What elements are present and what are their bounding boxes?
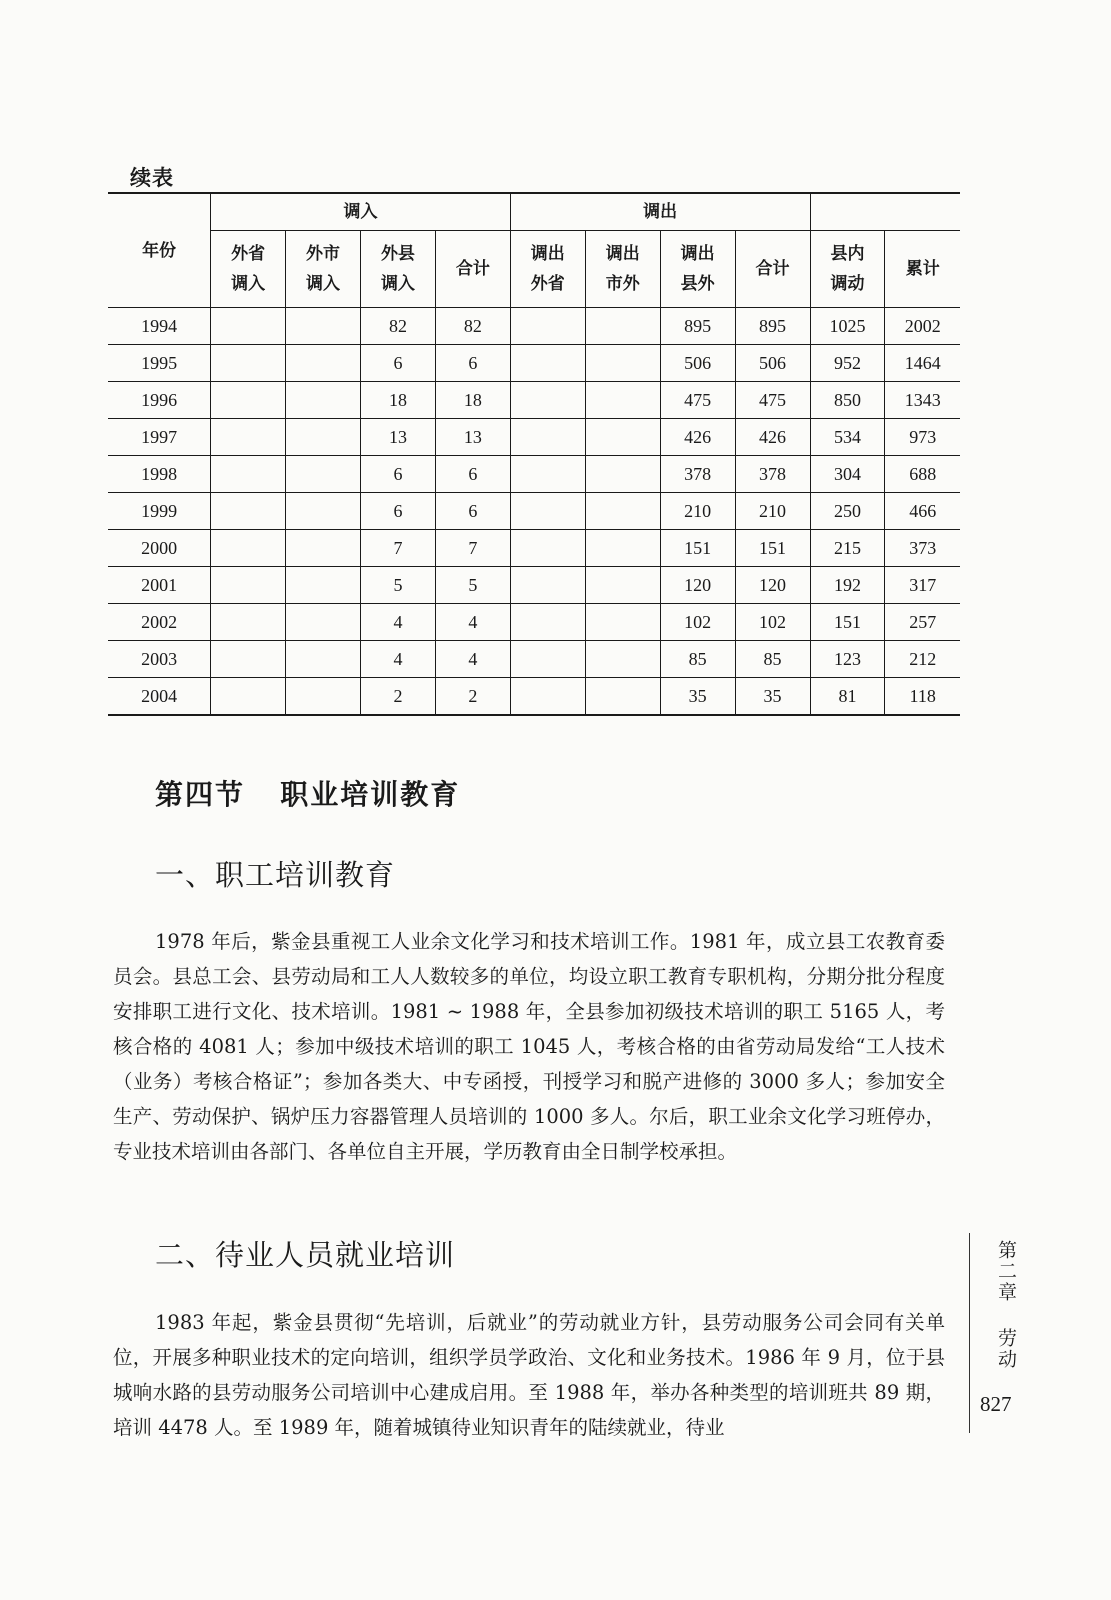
table-cell [510,678,585,716]
table-cell [585,567,660,604]
page-number: 827 [980,1392,1012,1416]
table-cell [510,419,585,456]
table-cell [286,567,361,604]
table-cell: 212 [885,641,960,678]
table-cell: 466 [885,493,960,530]
table-cell: 5 [435,567,510,604]
subsection-paragraph-1: 1978 年后，紫金县重视工人业余文化学习和技术培训工作。1981 年，成立县工农教育委员会。县总工会、县劳动局和工人人数较多的单位，均设立职工教育专职机构，分期分批分程度安排职工进行文化、技术培训。1981 ~ 1988 年，全县参加初级技术培训的职工 5165 人，考核合格的 4081 人；参加中级技术培训的职工 1045 人，考核合格的由省劳动局发给“工人技术（业务）考核合格证”；参加各类大、中专函授，刊授学习和脱产进修的 3000 多人；参加安全生产、劳动保护、锅炉压力容器管理人员培训的 1000 多人。尔后，职工业余文化学习班停办，专业技术培训由各部门、各单位自主开展，学历教育由全日制学校承担。 [113,930,945,1163]
section-heading [155,773,460,813]
year-cell: 2004 [108,678,211,716]
table-cell [286,678,361,716]
table-cell: 426 [660,419,735,456]
subsection-title-1: 一、职工培训教育 [155,858,396,892]
table-cell: 18 [435,382,510,419]
table-cell: 688 [885,456,960,493]
col-header: 合计 [435,231,510,308]
table-cell: 151 [810,604,885,641]
table-cell: 6 [435,493,510,530]
table-cell: 6 [360,456,435,493]
table-cell [510,604,585,641]
table-cell: 973 [885,419,960,456]
table-cell: 475 [735,382,810,419]
table-cell: 215 [810,530,885,567]
table-cell: 952 [810,345,885,382]
table-cell [211,308,286,345]
table-cell [286,419,361,456]
table-row [108,382,960,419]
table-cell: 250 [810,493,885,530]
margin-divider [969,1233,970,1433]
table-cell: 18 [360,382,435,419]
table-cell: 210 [735,493,810,530]
table-cell: 2 [435,678,510,716]
table-cell [286,308,361,345]
table-cell: 4 [360,604,435,641]
table-cell [286,641,361,678]
table-cell: 5 [360,567,435,604]
table-cell: 1464 [885,345,960,382]
col-group-out: 调出 [510,193,810,231]
table-cell: 35 [735,678,810,716]
table-cell: 82 [360,308,435,345]
table-cell [585,493,660,530]
table-cell [211,567,286,604]
table-cell: 2 [360,678,435,716]
table-cell [286,345,361,382]
col-header: 调出 县外 [660,231,735,308]
col-group-empty [810,193,960,231]
table-cell [286,382,361,419]
table-cell: 850 [810,382,885,419]
table-cell: 85 [735,641,810,678]
table-row [108,456,960,493]
table-cell: 4 [435,604,510,641]
table-cell: 895 [660,308,735,345]
margin-chapter-label: 第二章 [995,1240,1017,1303]
table-cell: 118 [885,678,960,716]
col-header: 调出 市外 [585,231,660,308]
table-cell: 151 [660,530,735,567]
table-cell [585,641,660,678]
year-cell: 1996 [108,382,211,419]
labor-transfer-table [108,192,960,716]
table-row [108,604,960,641]
table-cell: 123 [810,641,885,678]
table-cell [286,604,361,641]
table-cell [510,456,585,493]
table-cell: 35 [660,678,735,716]
table-cell: 426 [735,419,810,456]
table-cell: 81 [810,678,885,716]
year-cell: 1999 [108,493,211,530]
subsection-title-2: 二、待业人员就业培训 [155,1238,456,1272]
table-row [108,530,960,567]
table-cell: 7 [360,530,435,567]
table-cell: 120 [735,567,810,604]
table-row [108,678,960,716]
year-cell: 2002 [108,604,211,641]
table-cell: 378 [735,456,810,493]
table-cell: 13 [360,419,435,456]
col-header: 累计 [885,231,960,308]
table-cell: 85 [660,641,735,678]
table-row [108,345,960,382]
table-cell: 210 [660,493,735,530]
table-cell [585,604,660,641]
table-row [108,567,960,604]
table-cell: 257 [885,604,960,641]
table-cell: 373 [885,530,960,567]
table-cell [286,493,361,530]
year-cell: 2001 [108,567,211,604]
table-cell: 4 [360,641,435,678]
table-cell [510,530,585,567]
table-cell: 102 [660,604,735,641]
year-cell: 1998 [108,456,211,493]
table-continued-label: 续表 [130,165,174,190]
table-cell [286,530,361,567]
table-cell: 506 [660,345,735,382]
table-cell [585,382,660,419]
table-cell [286,456,361,493]
table-cell [211,419,286,456]
table-cell [585,456,660,493]
table-cell [585,345,660,382]
table-cell: 151 [735,530,810,567]
table-cell: 4 [435,641,510,678]
table-cell: 6 [435,345,510,382]
table-cell: 6 [360,345,435,382]
table-cell [585,419,660,456]
table-cell [510,641,585,678]
table-cell: 120 [660,567,735,604]
table-cell [585,678,660,716]
table-cell [211,382,286,419]
section-number: 第四节 [155,778,246,811]
table-cell [211,456,286,493]
year-cell: 2003 [108,641,211,678]
col-header: 调出 外省 [510,231,585,308]
subsection-paragraph-2: 1983 年起，紫金县贯彻“先培训，后就业”的劳动就业方针，县劳动服务公司会同有关单位，开展多种职业技术的定向培训，组织学员学政治、文化和业务技术。1986 年 9 月，位于县城响水路的县劳动服务公司培训中心建成启用。至 1988 年，举办各种类型的培训班共 89 期，培训 4478 人。至 1989 年，随着城镇待业知识青年的陆续就业，待业 [113,1311,945,1439]
table-cell: 13 [435,419,510,456]
table-cell: 6 [360,493,435,530]
table-cell [211,530,286,567]
table-row [108,641,960,678]
table-cell [510,567,585,604]
table-cell: 304 [810,456,885,493]
col-header: 合计 [735,231,810,308]
col-header: 外省 调入 [211,231,286,308]
table-cell [510,345,585,382]
table-cell: 7 [435,530,510,567]
table-cell [510,382,585,419]
year-cell: 2000 [108,530,211,567]
table-row [108,308,960,345]
col-group-in: 调入 [211,193,511,231]
table-cell: 192 [810,567,885,604]
table-cell [211,641,286,678]
table-cell [211,493,286,530]
table-cell: 1025 [810,308,885,345]
table-cell [211,604,286,641]
table-cell [510,308,585,345]
year-cell: 1994 [108,308,211,345]
table-cell [510,493,585,530]
section-title: 职业培训教育 [280,778,461,811]
col-header: 外县 调入 [360,231,435,308]
table-cell: 102 [735,604,810,641]
table-cell: 534 [810,419,885,456]
table-cell [211,345,286,382]
margin-section-label: 劳动 [995,1328,1017,1370]
table-cell: 378 [660,456,735,493]
table-cell: 82 [435,308,510,345]
year-cell: 1997 [108,419,211,456]
table-cell: 1343 [885,382,960,419]
col-header: 县内 调动 [810,231,885,308]
table-row [108,493,960,530]
col-header-year: 年份 [108,193,211,308]
table-cell [585,530,660,567]
table-cell [585,308,660,345]
table-cell [211,678,286,716]
table-cell: 317 [885,567,960,604]
col-header: 外市 调入 [286,231,361,308]
table-cell: 895 [735,308,810,345]
table-cell: 2002 [885,308,960,345]
table-row [108,419,960,456]
table-cell: 506 [735,345,810,382]
year-cell: 1995 [108,345,211,382]
table-cell: 6 [435,456,510,493]
table-cell: 475 [660,382,735,419]
